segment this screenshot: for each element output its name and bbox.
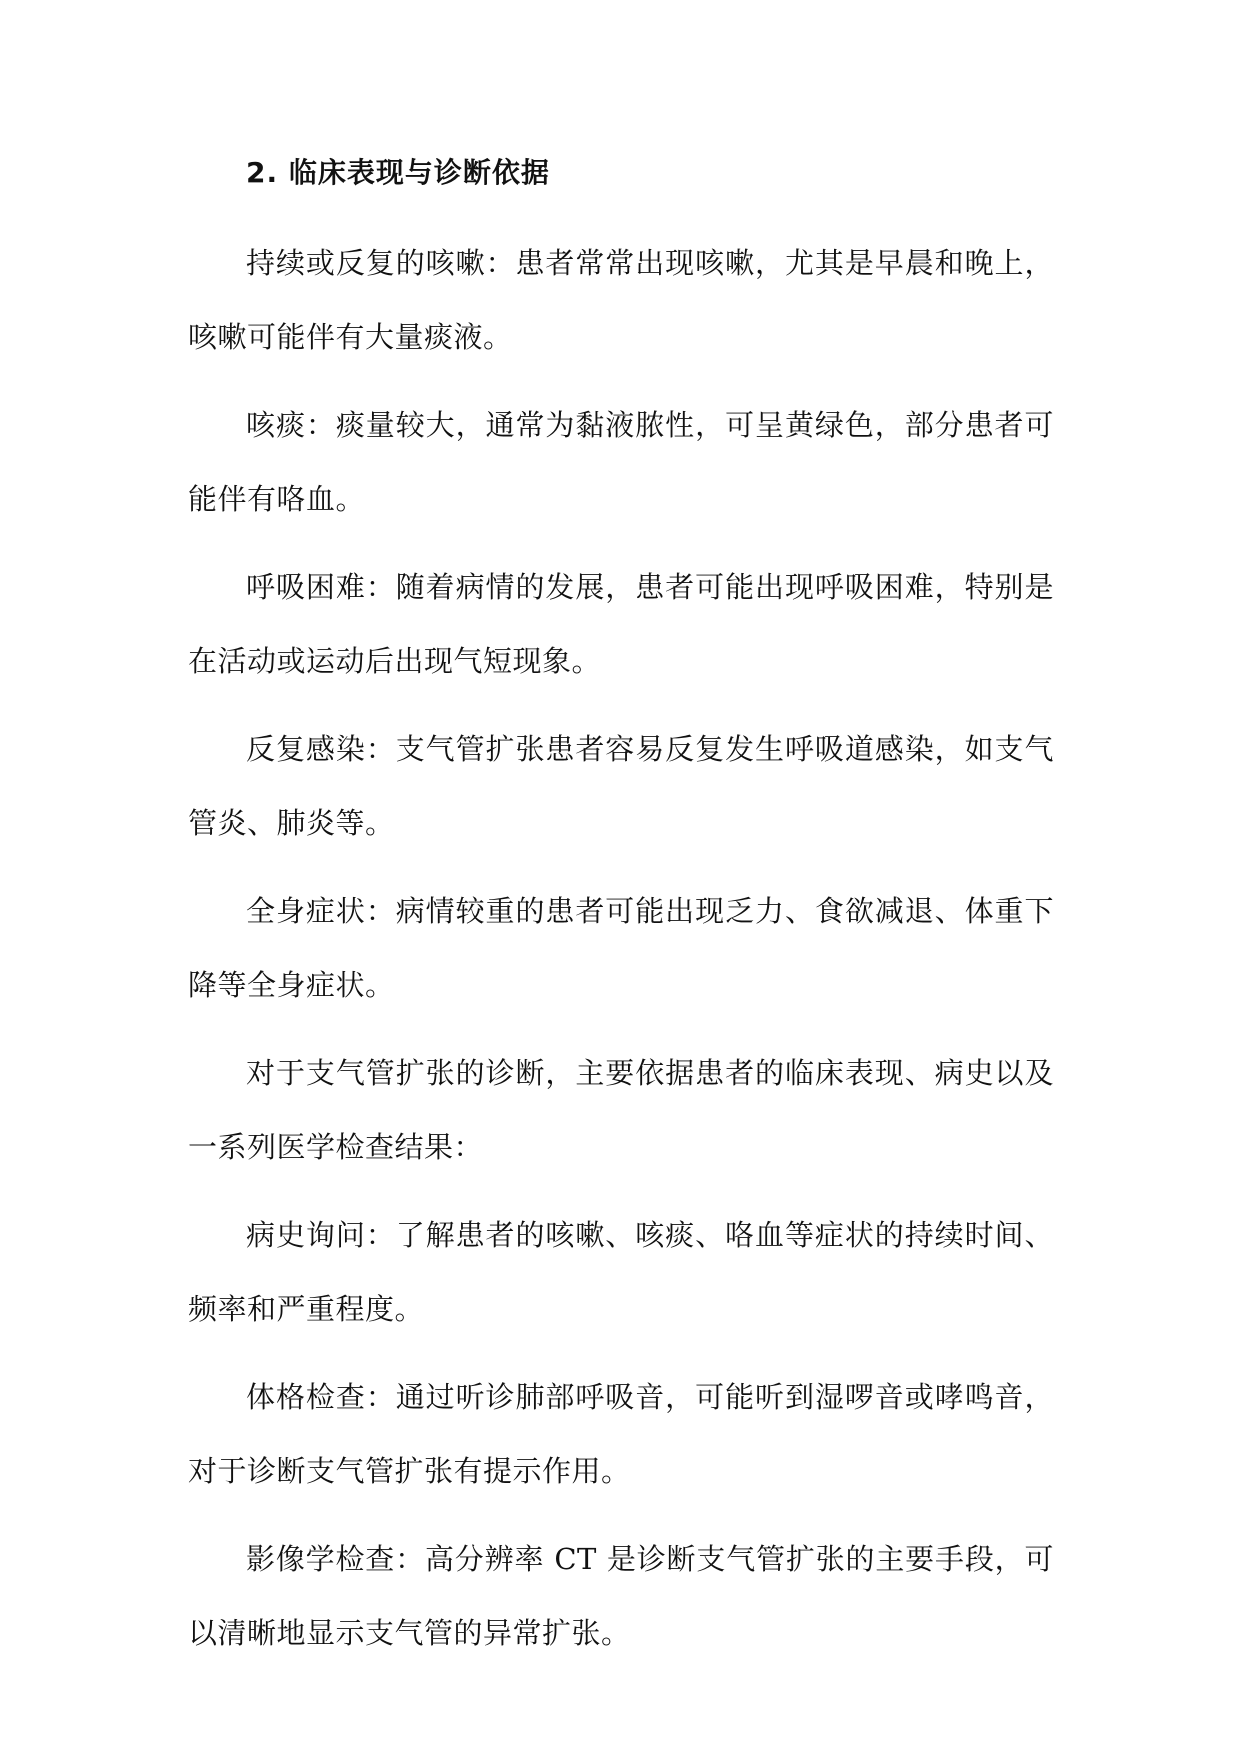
paragraph-systemic-symptoms: 全身症状：病情较重的患者可能出现乏力、食欲减退、体重下降等全身症状。 [188, 894, 1054, 1002]
paragraph-diagnosis-intro: 对于支气管扩张的诊断，主要依据患者的临床表现、病史以及一系列医学检查结果： [188, 1056, 1054, 1164]
paragraph-cough: 持续或反复的咳嗽：患者常常出现咳嗽，尤其是早晨和晚上，咳嗽可能伴有大量痰液。 [188, 246, 1054, 354]
paragraph-history-taking: 病史询问：了解患者的咳嗽、咳痰、咯血等症状的持续时间、频率和严重程度。 [188, 1218, 1054, 1326]
paragraph-physical-exam: 体格检查：通过听诊肺部呼吸音，可能听到湿啰音或哮鸣音，对于诊断支气管扩张有提示作用。 [188, 1380, 1054, 1488]
section-heading: 2. 临床表现与诊断依据 [246, 156, 550, 189]
paragraph-imaging: 影像学检查：高分辨率 CT 是诊断支气管扩张的主要手段，可以清晰地显示支气管的异常扩张。 [188, 1542, 1054, 1650]
paragraph-recurrent-infection: 反复感染：支气管扩张患者容易反复发生呼吸道感染，如支气管炎、肺炎等。 [188, 732, 1054, 840]
document-body [188, 148, 1054, 1684]
paragraph-sputum: 咳痰：痰量较大，通常为黏液脓性，可呈黄绿色，部分患者可能伴有咯血。 [188, 408, 1054, 516]
paragraph-dyspnea: 呼吸困难：随着病情的发展，患者可能出现呼吸困难，特别是在活动或运动后出现气短现象。 [188, 570, 1054, 678]
